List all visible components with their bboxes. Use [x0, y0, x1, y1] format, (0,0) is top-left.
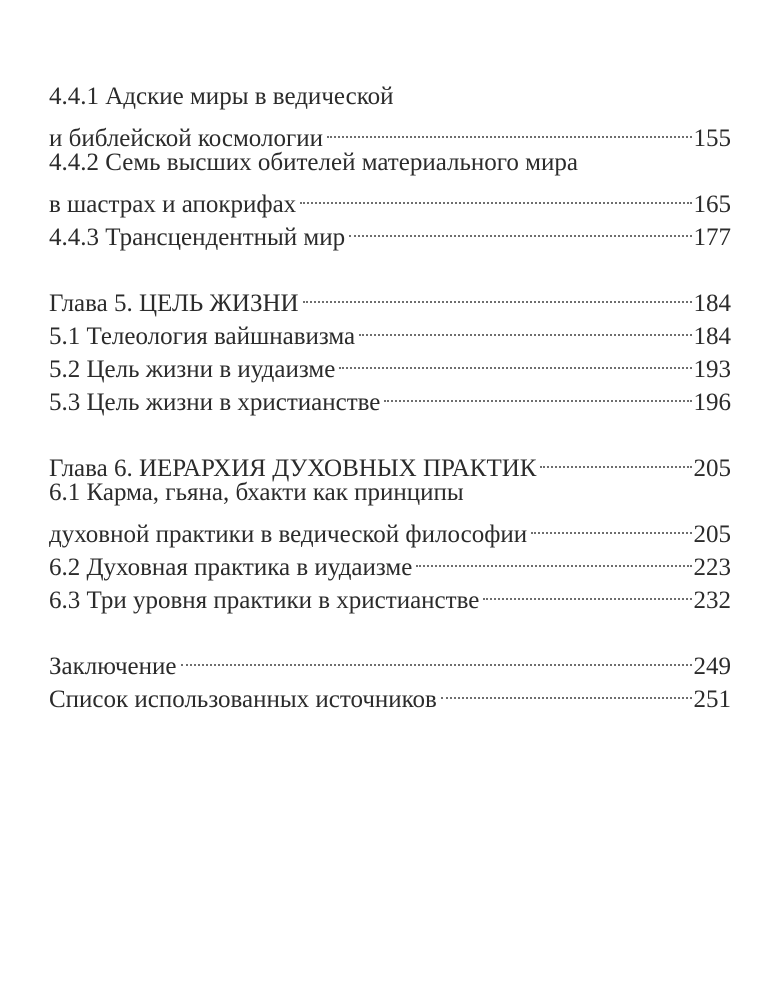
toc-entry[interactable]: [49, 476, 731, 548]
dot-leader: [300, 179, 691, 212]
toc-page-number: 184: [693, 323, 731, 350]
toc-page-number: 196: [693, 389, 731, 416]
toc-section: [49, 641, 731, 713]
toc-entry-line: [49, 509, 731, 548]
toc-page-number: 251: [693, 686, 731, 713]
toc-entry-line: [49, 443, 731, 482]
dot-leader: [181, 641, 692, 674]
toc-entry-line: [49, 146, 731, 179]
toc-entry-title: 6.1 Карма, гьяна, бхакти как принципы: [49, 479, 464, 506]
toc-page-number: 223: [693, 554, 731, 581]
dot-leader: [531, 509, 691, 542]
toc-entry-title: 4.4.2 Семь высших обителей материального мира: [49, 149, 578, 176]
toc-page-number: 249: [693, 653, 731, 680]
toc-page-number: 184: [693, 290, 731, 317]
toc-entry-title: 6.2 Духовная практика в иудаизме: [49, 554, 413, 581]
toc-entry-title: и библейской космологии: [49, 125, 323, 152]
toc-entry-title: 6.3 Три уровня практики в христианстве: [49, 587, 480, 614]
toc-page-number: 177: [693, 224, 731, 251]
dot-leader: [483, 575, 691, 608]
dot-leader: [540, 443, 691, 476]
toc-entry-title: 5.3 Цель жизни в христианстве: [49, 389, 381, 416]
toc-page-number: 205: [693, 521, 731, 548]
toc-section: [49, 80, 731, 251]
dot-leader: [416, 542, 691, 575]
toc-entry-line: [49, 113, 731, 152]
toc-entry-line: [49, 80, 731, 113]
toc-entry[interactable]: [49, 80, 731, 152]
toc-page-number: 155: [693, 125, 731, 152]
dot-leader: [339, 344, 691, 377]
toc-section: [49, 443, 731, 614]
toc-entry-line: [49, 641, 731, 680]
toc-entry[interactable]: [49, 443, 731, 482]
dot-leader: [359, 311, 691, 344]
dot-leader: [384, 377, 691, 410]
toc-entry-title: 5.1 Телеология вайшнавизма: [49, 323, 356, 350]
toc-entry-title: Список использованных источников: [49, 686, 437, 713]
toc-page-number: 193: [693, 356, 731, 383]
toc-entry-line: [49, 179, 731, 218]
toc-section: [49, 278, 731, 416]
toc-entry-title: 4.4.3 Трансцендентный мир: [49, 224, 346, 251]
dot-leader: [303, 278, 692, 311]
dot-leader: [327, 113, 692, 146]
toc-entry-line: [49, 278, 731, 317]
dot-leader: [441, 674, 692, 707]
toc-entry[interactable]: [49, 146, 731, 218]
toc-entry-title: в шастрах и апокрифах: [49, 191, 297, 218]
toc-entry[interactable]: [49, 278, 731, 317]
toc-entry-title: 5.2 Цель жизни в иудаизме: [49, 356, 336, 383]
toc-page-number: 232: [693, 587, 731, 614]
toc-entry[interactable]: [49, 641, 731, 680]
toc-entry-title: 4.4.1 Адские миры в ведической: [49, 83, 394, 110]
toc-page-number: 165: [693, 191, 731, 218]
table-of-contents: [49, 80, 731, 713]
toc-page-number: 205: [693, 455, 731, 482]
toc-entry-title: Заключение: [49, 653, 177, 680]
toc-entry-title: Глава 5. ЦЕЛЬ ЖИЗНИ: [49, 290, 299, 317]
toc-entry-line: [49, 476, 731, 509]
dot-leader: [349, 212, 691, 245]
toc-entry-title: Глава 6. ИЕРАРХИЯ ДУХОВНЫХ ПРАКТИК: [49, 455, 537, 482]
toc-entry-title: духовной практики в ведической философии: [49, 521, 528, 548]
